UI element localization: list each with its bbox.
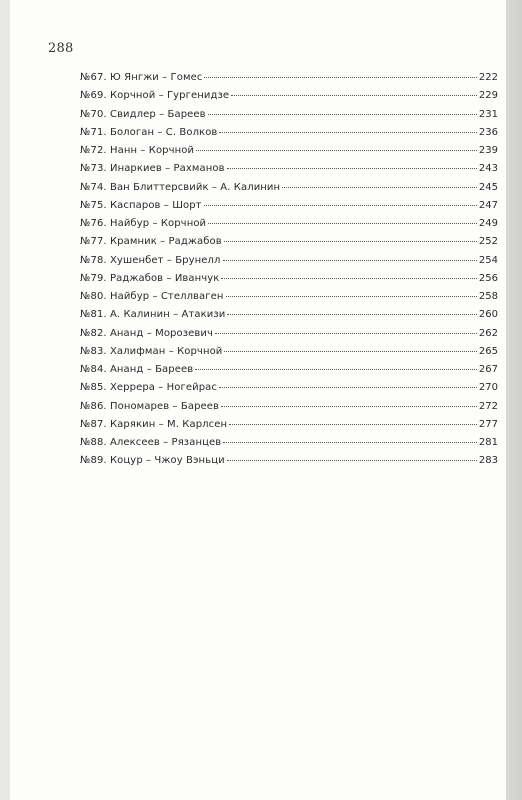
- dot-leader: [227, 460, 477, 461]
- toc-entry-page: 249: [478, 218, 498, 229]
- dot-leader: [204, 205, 477, 206]
- toc-entry-page: 260: [478, 309, 498, 321]
- toc-entry-title: №69. Корчной – Гургенидзе: [80, 90, 230, 102]
- toc-entry-title: №82. Ананд – Морозевич: [80, 327, 213, 339]
- toc-entry: [80, 419, 498, 437]
- toc-entry: [80, 455, 498, 473]
- toc-entry-page: 272: [478, 400, 498, 412]
- toc-entry-page: 262: [478, 327, 498, 339]
- toc-entry: [80, 218, 498, 236]
- dot-leader: [208, 223, 477, 224]
- dot-leader: [224, 241, 477, 242]
- dot-leader: [231, 95, 477, 96]
- toc-entry: [80, 328, 498, 346]
- page-edge: [506, 0, 522, 800]
- toc-entry-title: №73. Инаркиев – Рахманов: [80, 163, 225, 175]
- dot-leader: [215, 333, 477, 334]
- toc-entry-page: 231: [478, 108, 498, 120]
- toc-entry-title: №75. Каспаров – Шорт: [80, 199, 202, 211]
- dot-leader: [221, 406, 477, 407]
- toc-entry: [80, 291, 498, 309]
- dot-leader: [219, 387, 477, 388]
- toc-entry-title: №78. Хушенбет – Брунелл: [80, 254, 221, 266]
- toc-entry: [80, 127, 498, 145]
- dot-leader: [223, 442, 477, 443]
- dot-leader: [204, 77, 476, 78]
- toc-entry: [80, 109, 498, 127]
- toc-entry-title: №87. Карякин – М. Карлсен: [80, 418, 228, 430]
- toc-entry: [80, 163, 498, 181]
- toc-entry-title: №81. А. Калинин – Атакизи: [80, 309, 226, 321]
- dot-leader: [229, 424, 477, 425]
- toc-entry-page: 245: [478, 181, 498, 193]
- toc-entry-page: 265: [478, 345, 498, 357]
- toc-entry-title: №79. Раджабов – Иванчук: [80, 272, 220, 284]
- toc-entry-page: 222: [478, 72, 498, 83]
- dot-leader: [227, 314, 477, 315]
- dot-leader: [195, 369, 477, 370]
- toc-entry-title: №74. Ван Блиттерсвийк – А. Калинин: [80, 181, 281, 193]
- toc-entry-page: 277: [478, 418, 498, 430]
- toc-entry: [80, 382, 498, 400]
- toc-entry-page: 254: [478, 254, 498, 266]
- dot-leader: [282, 187, 477, 188]
- toc-entry: [80, 236, 498, 254]
- toc-entry-title: №88. Алексеев – Рязанцев: [80, 437, 222, 448]
- toc-entry-page: 256: [478, 272, 498, 284]
- toc-entry-title: №77. Крамник – Раджабов: [80, 236, 222, 248]
- toc-entry: [80, 309, 498, 327]
- toc-entry-title: №86. Пономарев – Бареев: [80, 400, 220, 412]
- toc-entry-page: 236: [478, 126, 498, 138]
- dot-leader: [196, 150, 477, 151]
- dot-leader: [224, 351, 477, 352]
- toc-entry-title: №70. Свидлер – Бареев: [80, 108, 206, 120]
- toc-entry-page: 258: [478, 291, 498, 302]
- toc-entry-page: 270: [478, 382, 498, 394]
- dot-leader: [223, 260, 477, 261]
- toc-entry-title: №76. Найбур – Корчной: [80, 218, 207, 229]
- toc-entry: [80, 364, 498, 382]
- toc-entry: [80, 346, 498, 364]
- dot-leader: [219, 132, 476, 133]
- dot-leader: [208, 114, 477, 115]
- toc-entry-page: 247: [478, 199, 498, 211]
- table-of-contents: [80, 72, 498, 474]
- toc-entry: [80, 90, 498, 108]
- toc-entry-title: №85. Херрера – Ногейрас: [80, 382, 217, 394]
- toc-entry-page: 229: [478, 90, 498, 102]
- toc-entry: [80, 145, 498, 163]
- toc-entry-title: №84. Ананд – Бареев: [80, 364, 194, 375]
- toc-entry: [80, 437, 498, 455]
- toc-entry-title: №83. Халифман – Корчной: [80, 345, 223, 357]
- toc-entry: [80, 273, 498, 291]
- toc-entry-title: №72. Нанн – Корчной: [80, 145, 195, 156]
- book-page: [10, 0, 506, 800]
- toc-entry: [80, 401, 498, 419]
- toc-entry-title: №67. Ю Янгжи – Гомес: [80, 72, 203, 83]
- dot-leader: [226, 296, 477, 297]
- toc-entry-title: №71. Бологан – С. Волков: [80, 126, 218, 138]
- toc-entry: [80, 255, 498, 273]
- dot-leader: [221, 278, 476, 279]
- toc-entry-page: 283: [478, 455, 498, 467]
- toc-entry: [80, 72, 498, 90]
- toc-entry-page: 267: [478, 364, 498, 375]
- toc-entry-page: 252: [478, 236, 498, 248]
- toc-entry-title: №89. Коцур – Чжоу Вэньци: [80, 455, 225, 467]
- toc-entry-title: №80. Найбур – Стеллваген: [80, 291, 224, 302]
- page-number: 288: [48, 41, 74, 56]
- toc-entry: [80, 182, 498, 200]
- toc-entry-page: 281: [478, 437, 498, 448]
- dot-leader: [227, 168, 477, 169]
- toc-entry-page: 239: [478, 145, 498, 156]
- toc-entry: [80, 200, 498, 218]
- toc-entry-page: 243: [478, 163, 498, 175]
